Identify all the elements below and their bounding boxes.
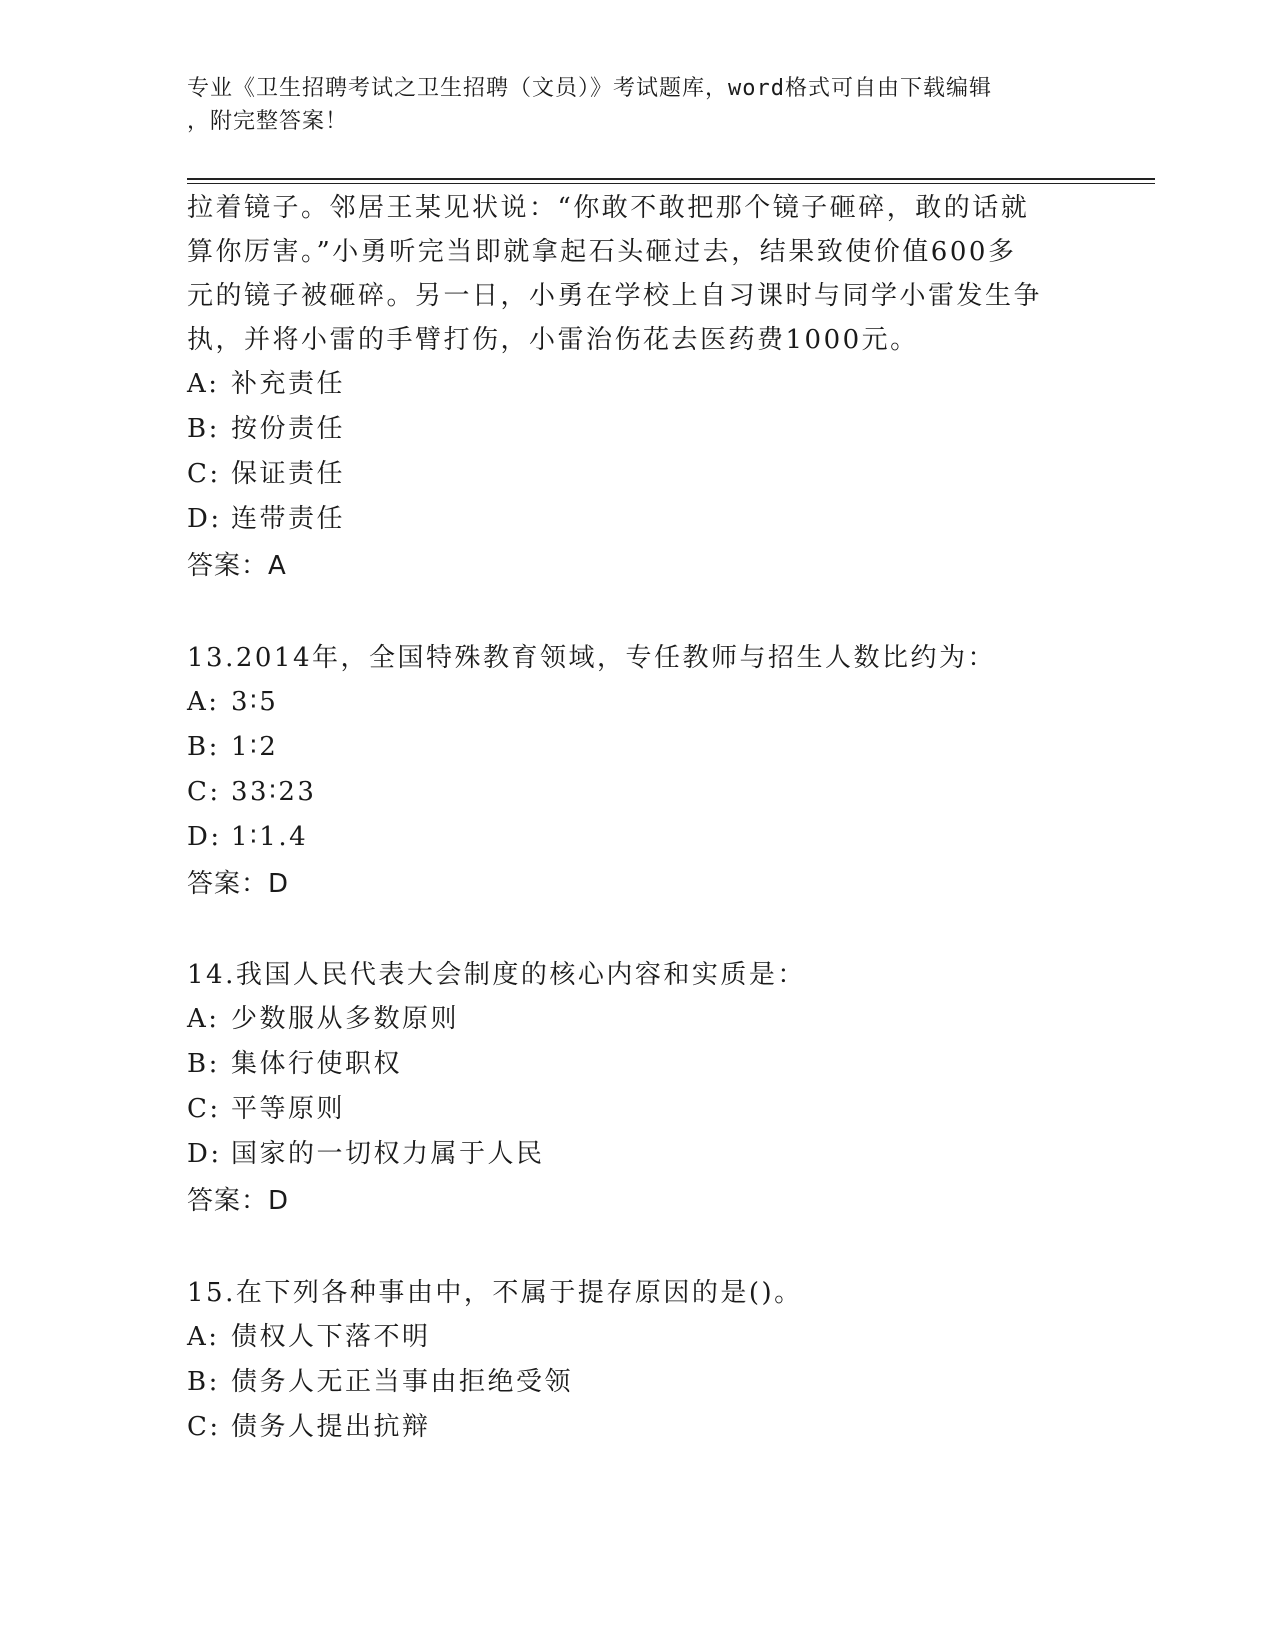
option-key: C:	[187, 777, 221, 807]
q15-option-c	[187, 1410, 431, 1444]
option-text: 1∶1.4	[231, 822, 309, 852]
q14-option-d	[187, 1137, 545, 1171]
header-divider-thin	[187, 183, 1155, 184]
q14-stem: 14.我国人民代表大会制度的核心内容和实质是：	[187, 960, 806, 990]
option-text: 3∶5	[231, 687, 279, 717]
option-key: B:	[187, 414, 220, 444]
option-text: 债务人无正当事由拒绝受领	[231, 1367, 574, 1397]
option-key: B:	[187, 732, 220, 762]
header-line-2: ，附完整答案！	[187, 109, 349, 134]
option-key: D:	[187, 504, 222, 534]
q12-option-b	[187, 412, 345, 446]
option-text: 少数服从多数原则	[231, 1004, 460, 1034]
q12-option-a	[187, 367, 345, 401]
option-key: D:	[187, 822, 222, 852]
option-text: 按份责任	[231, 414, 346, 444]
option-key: C:	[187, 1412, 221, 1442]
option-key: B:	[187, 1367, 220, 1397]
q12-answer: 答案：A	[187, 551, 287, 581]
q14-answer: 答案：D	[187, 1186, 290, 1216]
option-key: A:	[187, 369, 220, 399]
option-text: 债务人提出抗辩	[231, 1412, 431, 1442]
q12-option-c	[187, 457, 345, 491]
q14-option-a	[187, 1002, 459, 1036]
q15-stem: 15.在下列各种事由中，不属于提存原因的是()。	[187, 1278, 803, 1308]
option-text: 国家的一切权力属于人民	[231, 1139, 545, 1169]
option-key: A:	[187, 1322, 220, 1352]
q13-stem: 13.2014年，全国特殊教育领域，专任教师与招生人数比约为：	[187, 643, 997, 673]
q13-option-d	[187, 820, 308, 854]
option-text: 平等原则	[231, 1094, 346, 1124]
option-text: 债权人下落不明	[231, 1322, 431, 1352]
document-header	[187, 72, 1067, 138]
option-text: 连带责任	[231, 504, 346, 534]
q13-answer: 答案：D	[187, 869, 290, 899]
q14-option-c	[187, 1092, 345, 1126]
header-line-1: 专业《卫生招聘考试之卫生招聘（文员）》考试题库，word格式可自由下载编辑	[187, 76, 992, 101]
header-divider	[187, 178, 1155, 180]
q13-option-c	[187, 775, 316, 809]
q15-option-b	[187, 1365, 573, 1399]
option-key: A:	[187, 1004, 220, 1034]
option-key: C:	[187, 459, 221, 489]
q14-option-b	[187, 1047, 402, 1081]
option-text: 保证责任	[231, 459, 346, 489]
q13-option-b	[187, 730, 278, 764]
option-text: 补充责任	[231, 369, 346, 399]
option-key: D:	[187, 1139, 222, 1169]
q12-stem-line-2: 算你厉害。”小勇听完当即就拿起石头砸过去，结果致使价值600多	[187, 237, 1017, 267]
option-text: 33∶23	[231, 777, 317, 807]
option-key: B:	[187, 1049, 220, 1079]
q15-option-a	[187, 1320, 431, 1354]
option-text: 1∶2	[231, 732, 279, 762]
option-key: A:	[187, 687, 220, 717]
option-text: 集体行使职权	[231, 1049, 403, 1079]
q12-option-d	[187, 502, 345, 536]
q12-stem-line-4: 执，并将小雷的手臂打伤，小雷治伤花去医药费1000元。	[187, 325, 919, 355]
q13-option-a	[187, 685, 278, 719]
q12-stem-line-3: 元的镜子被砸碎。另一日，小勇在学校上自习课时与同学小雷发生争	[187, 281, 1043, 311]
option-key: C:	[187, 1094, 221, 1124]
q12-stem-line-1: 拉着镜子。邻居王某见状说：“你敢不敢把那个镜子砸碎，敢的话就	[187, 193, 1030, 223]
